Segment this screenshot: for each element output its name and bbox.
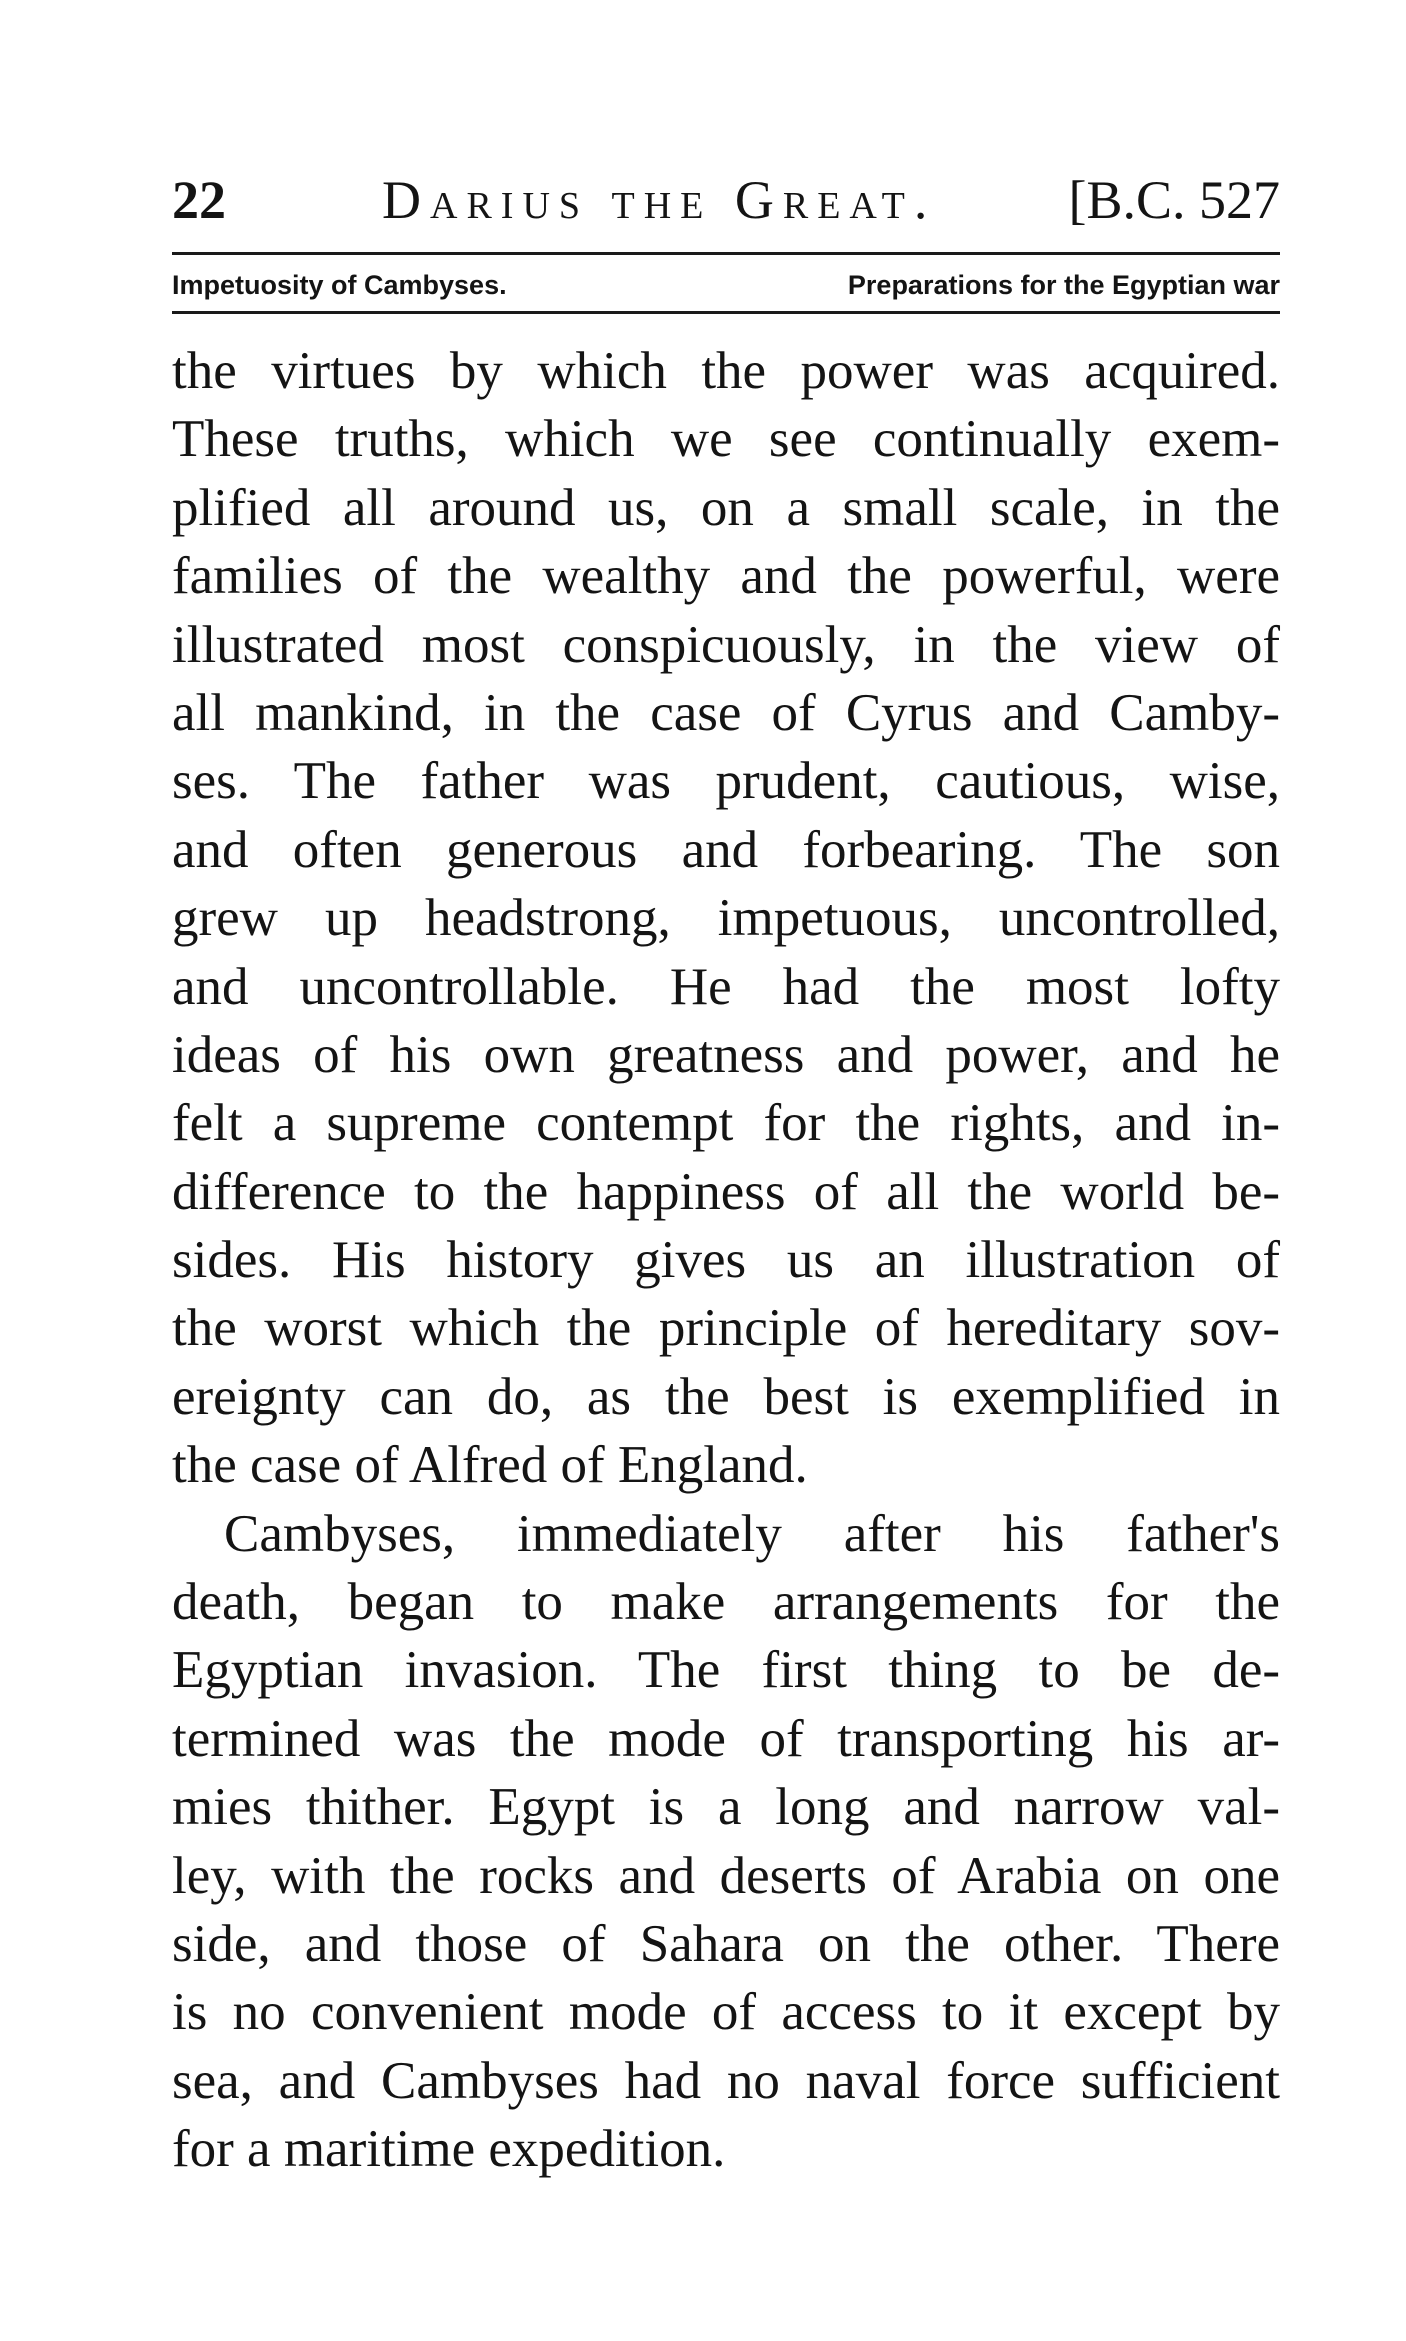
text-line: felt a supreme contempt for the rights, and in-: [172, 1094, 1280, 1153]
subhead-left: Impetuosity of Cambyses.: [172, 270, 507, 300]
text-line: mies thither. Egypt is a long and narrow val-: [172, 1778, 1280, 1837]
text-line: sea, and Cambyses had no naval force sufficient: [172, 2051, 1280, 2110]
text-line: all mankind, in the case of Cyrus and Camby-: [172, 683, 1280, 742]
page-number: 22: [172, 170, 226, 230]
text-line: difference to the happiness of all the world be-: [172, 1162, 1280, 1221]
text-line: sides. His history gives us an illustration of: [172, 1231, 1280, 1290]
text-line: and uncontrollable. He had the most lofty: [172, 957, 1280, 1016]
text-line: the virtues by which the power was acquired.: [172, 342, 1280, 400]
text-line: death, began to make arrangements for the: [172, 1573, 1280, 1632]
subhead-right: Preparations for the Egyptian war: [847, 270, 1280, 300]
text-line: families of the wealthy and the powerful, were: [172, 547, 1280, 606]
section-subheads: [172, 260, 1280, 310]
text-line: termined was the mode of transporting his ar-: [172, 1709, 1280, 1768]
page-header: [172, 165, 1280, 235]
paragraph-end-line: the case of Alfred of England.: [172, 1436, 808, 1495]
date-reference: [B.C. 527: [1068, 170, 1280, 230]
paragraph-end-line: for a maritime expedition.: [172, 2120, 726, 2179]
text-line: ereignty can do, as the best is exemplified in: [172, 1367, 1280, 1426]
text-line: ses. The father was prudent, cautious, wise,: [172, 752, 1280, 811]
text-line: plified all around us, on a small scale, in the: [172, 478, 1280, 537]
text-line: These truths, which we see continually exem-: [172, 410, 1280, 469]
text-line: grew up headstrong, impetuous, uncontrolled,: [172, 889, 1280, 948]
text-line: is no convenient mode of access to it except by: [172, 1983, 1280, 2042]
body-text: [172, 337, 1280, 2184]
running-title: Darius the Great.: [382, 170, 937, 230]
text-line: ideas of his own greatness and power, and he: [172, 1025, 1280, 1084]
text-line: illustrated most conspicuously, in the view of: [172, 615, 1280, 674]
paragraph-start-line: Cambyses, immediately after his father's: [224, 1504, 1280, 1563]
text-line: side, and those of Sahara on the other. There: [172, 1914, 1280, 1973]
text-line: ley, with the rocks and deserts of Arabia on one: [172, 1846, 1280, 1905]
header-rule-top: [172, 252, 1280, 255]
header-rule-bottom: [172, 311, 1280, 314]
text-line: Egyptian invasion. The first thing to be de-: [172, 1641, 1280, 1700]
text-line: the worst which the principle of hereditary sov-: [172, 1299, 1280, 1358]
text-line: and often generous and forbearing. The son: [172, 820, 1280, 879]
